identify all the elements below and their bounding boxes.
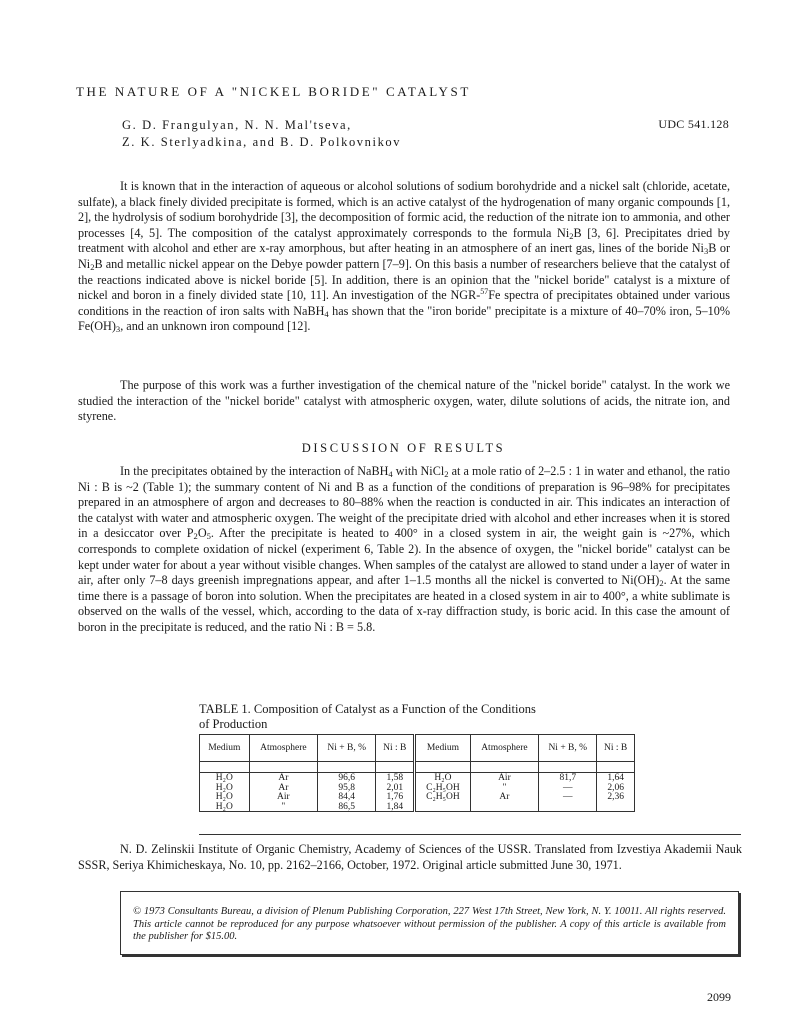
table-cell: 2,06 [607, 782, 624, 793]
page-number: 2099 [707, 990, 731, 1004]
section-heading: DISCUSSION OF RESULTS [301, 441, 506, 455]
table-cell: " [281, 801, 286, 812]
header-ratio-2: Ni : B [597, 735, 635, 762]
column-medium [200, 773, 250, 812]
table-caption: TABLE 1. Composition of Catalyst as a Function of the Conditions of Production [199, 702, 536, 731]
table-cell: 1,84 [386, 801, 404, 812]
udc-code: UDC 541.128 [658, 117, 729, 131]
table-cell: — [563, 782, 573, 793]
column-ratio [376, 773, 415, 812]
copyright-notice: © 1973 Consultants Bureau, a division of Plenum Publishing Corporation, 227 West 17th Street, New York, N. Y. 10011. All rights reserved. This article cannot be reproduced for any purpose whatsoever without permission of the publisher. A copy of this article is available from the publisher for $15.00. [133, 906, 726, 942]
table-cell: — [563, 792, 573, 803]
table-cell: 86,5 [338, 801, 356, 812]
column-ratio-2 [597, 773, 635, 812]
table-cell: 1,64 [607, 773, 624, 783]
affiliation-note: N. D. Zelinskii Institute of Organic Chemistry, Academy of Sciences of the USSR. Translated from Izvestiya Akademii Nauk SSSR, Seriya Khimicheskaya, No. 10, pp. 2162–2166, October, 1972. Original article submitted June 30, 1971. [78, 842, 742, 872]
table-cell: 1,76 [386, 792, 404, 803]
table-cell: Ar [499, 792, 510, 803]
header-medium: Medium [200, 735, 250, 762]
header-ratio: Ni : B [376, 735, 415, 762]
table-cell: H₂O [215, 782, 233, 793]
header-nib: Ni + B, % [318, 735, 376, 762]
column-medium-2 [415, 773, 470, 812]
table-cell: H₂O [434, 773, 452, 783]
column-nib-2 [539, 773, 597, 812]
table-cell: Ar [278, 782, 289, 793]
column-nib [318, 773, 376, 812]
table-cell: H₂O [215, 773, 233, 783]
column-atmosphere [249, 773, 318, 812]
table-cell: 95,8 [338, 782, 356, 793]
table-1 [199, 734, 635, 812]
copyright-box [120, 891, 739, 955]
footnote-divider [199, 834, 741, 835]
table-cell: H₂O [215, 801, 233, 812]
table-cell: 84,4 [338, 792, 356, 803]
table-cell: C₂H₅OH [426, 782, 460, 793]
table-cell: Air [498, 773, 511, 783]
body-paragraph-2: The purpose of this work was a further investigation of the chemical nature of the "nickel boride" catalyst. In the work we studied the interaction of the "nickel boride" catalyst with atmospheric oxygen, water, dilute solutions of acids, the nitrate ion, and styrene. [78, 378, 730, 424]
body-paragraph-1: It is known that in the interaction of aqueous or alcohol solutions of sodium borohydride and a nickel salt (chloride, acetate, sulfate), a black finely divided precipitate is formed, which is an active catalyst of the hydrogenation of many organic compounds [1, 2], the hydrolysis of sodium borohydride [3], the decomposition of formic acid, the reduction of the nitrate ion to ammonia, and other processes [4, 5]. The composition of the catalyst approximately corresponds to the formula $Ni_2B$ [3, 6]. Precipitates dried by treatment with alcohol and ether are x-ray amorphous, but after heating in an atmosphere of an inert gas, lines of the boride $Ni_3B$ or $Ni_2B$ and metallic nickel appear on the Debye powder pattern [7–9]. On this basis a number of researchers believe that the catalyst of the reactions indicated above is nickel boride [5]. In addition, there is an opinion that the "nickel boride" catalyst is a mixture of nickel and boron in a finely divided state [10, 11]. An investigation of the NGR-$^{57}$Fe spectra of precipitates obtained under various conditions in the reaction of iron salts with NaBH$_4$ has shown that the "iron boride" precipitate is a mixture of 40–70% iron, 5–10% $Fe(OH)_3$, and an unknown iron compound [12]. [78, 179, 731, 335]
table-cell: Ar [278, 773, 289, 783]
table-cell: H₂O [215, 792, 233, 803]
table-cell: 81,7 [559, 773, 577, 783]
header-nib-2: Ni + B, % [539, 735, 597, 762]
header-medium-2: Medium [415, 735, 470, 762]
table-cell: C₂H₅OH [426, 792, 460, 803]
table-cell: Air [277, 792, 290, 803]
body-paragraph-3: In the precipitates obtained by the interaction of NaBH$_4$ with NiCl$_2$ at a mole ratio of 2–2.5 : 1 in water and ethanol, the ratio Ni : B is ~2 (Table 1); the summary content of Ni and B as a function of the conditions of preparation is 96–98% for precipitates prepared in an atmosphere of argon and decreases to 80–88% when the reaction is conducted in air. This indicates an interaction of the catalyst with water and atmospheric oxygen. The weight of the precipitate dried with alcohol and ether increases when it is stored in a desiccator over $P_2O_5$. After the precipitate is heated to 400° in a closed system in air, the weight gain is ~27%, which corresponds to complete oxidation of nickel (experiment 6, Table 2). In the absence of oxygen, the "nickel boride" catalyst can be kept under water for about a year without visible changes. When samples of the catalyst are allowed to stand under a layer of water in air, after only 7–8 days greenish impregnations appear, and after 1–1.5 months all the nickel is converted to $Ni(OH)_2$. At the same time there is a passage of boron into solution. When the precipitates are heated in a closed system in air to 400°, a white sublimate is observed on the walls of the vessel, which, according to the data of x-ray diffraction study, is boric acid. In this case the amount of boron in the precipitate is reduced, and the ratio Ni : B = 5.8. [78, 464, 731, 634]
table-cell: " [502, 782, 507, 793]
table-cell: 2,01 [386, 782, 404, 793]
author-list [122, 117, 401, 151]
header-atmosphere-2: Atmosphere [470, 735, 539, 762]
authors-line-1: G. D. Frangulyan, N. N. Mal'tseva, [122, 118, 352, 132]
authors-line-2: Z. K. Sterlyadkina, and B. D. Polkovnikov [122, 135, 402, 149]
table-cell: 1,58 [386, 773, 404, 783]
column-atmosphere-2 [470, 773, 539, 812]
table-cell: 2,36 [607, 792, 624, 803]
header-atmosphere: Atmosphere [249, 735, 318, 762]
article-title: THE NATURE OF A "NICKEL BORIDE" CATALYST [76, 84, 471, 99]
table-cell: 96,6 [338, 773, 356, 783]
